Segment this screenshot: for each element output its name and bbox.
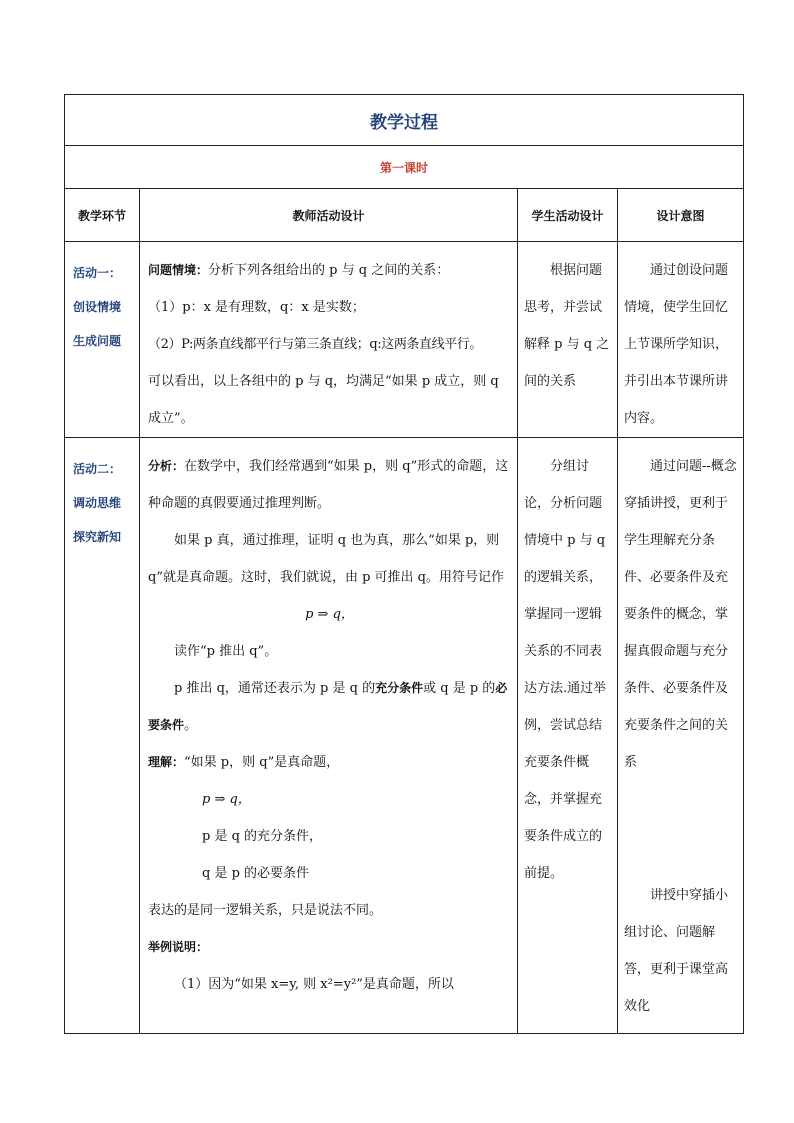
condition-text: 或 q 是 p 的 — [423, 681, 496, 696]
header-student: 学生活动设计 — [518, 189, 618, 242]
table-header-row — [65, 189, 744, 242]
intent-cell-2 — [618, 438, 744, 1034]
intent-text: 通过创设问题情境，使学生回忆上节课所学知识，并引出本节课所讲内容。 — [624, 263, 729, 426]
stage-label: 探究新知 — [73, 530, 122, 544]
student-cell-2 — [518, 438, 618, 1034]
necessary-term: 必要条件 — [148, 681, 508, 732]
problem-item: （2）P:两条直线都平行与第三条直线；q:这两条直线平行。 — [148, 337, 483, 352]
problem-label: 问题情境： — [148, 263, 209, 277]
header-teacher: 教师活动设计 — [140, 189, 518, 242]
sufficient-line: p 是 q 的充分条件， — [202, 829, 323, 844]
implication-formula: p ⇒ q， — [305, 607, 354, 622]
necessary-line: q 是 p 的必要条件 — [202, 866, 310, 881]
same-relation-text: 表达的是同一逻辑关系，只是说法不同。 — [148, 903, 383, 918]
stage-cell-2 — [65, 438, 140, 1034]
intent-text: 通过问题--概念穿插讲授，更利于学生理解充分条件、必要条件及充要条件的概念，掌握真假命题与充分条件、必要条件及充要条件之间的关系 — [624, 459, 737, 770]
problem-lead: 分析下列各组给出的 p 与 q 之间的关系： — [208, 263, 450, 278]
header-stage: 教学环节 — [65, 189, 140, 242]
sufficient-term: 充分条件 — [375, 681, 424, 695]
understand-label: 理解： — [148, 755, 185, 769]
analysis-text: 在数学中，我们经常遇到“如果 p，则 q”形式的命题，这种命题的真假要通过推理判断。 — [148, 459, 509, 511]
stage-cell-1 — [65, 242, 140, 438]
teacher-cell-1 — [140, 242, 518, 438]
stage-label: 创设情境 — [73, 300, 122, 314]
stage-label: 活动二： — [73, 462, 122, 476]
problem-item: （1）p：x 是有理数，q：x 是实数； — [148, 300, 365, 315]
example-label: 举例说明： — [148, 940, 209, 954]
table-row — [65, 438, 744, 1034]
condition-end: 。 — [184, 718, 198, 733]
lesson-label: 第一课时 — [65, 146, 744, 189]
teacher-cell-2 — [140, 438, 518, 1034]
intent-text: 讲授中穿插小组讨论、问题解答，更利于课堂高效化 — [624, 888, 729, 1014]
analysis-label: 分析： — [148, 459, 185, 473]
implication-formula-2: p ⇒ q， — [202, 792, 251, 807]
student-cell-1 — [518, 242, 618, 438]
condition-text: p 推出 q，通常还表示为 p 是 q 的 — [174, 681, 376, 696]
problem-conclusion: 可以看出，以上各组中的 p 与 q，均满足“如果 p 成立，则 q成立”。 — [148, 374, 499, 426]
example-1: （1）因为“如果 x=y, 则 x²=y²”是真命题，所以 — [174, 977, 454, 992]
student-text: 分组讨论，分析问题情境中 p 与 q 的逻辑关系，掌握同一逻辑关系的不同表达方法.通过举例，尝试总结充要条件概念，并掌握充要条件成立的前提。 — [524, 459, 607, 881]
lesson-process-table — [64, 94, 744, 1034]
table-row — [65, 242, 744, 438]
definition-text: 如果 p 真，通过推理，证明 q 也为真，那么“如果 p，则 q”就是真命题。这时，我们就说，由 p 可推出 q。用符号记作 — [148, 533, 505, 585]
stage-label: 生成问题 — [73, 334, 122, 348]
read-as-text: 读作“p 推出 q”。 — [174, 644, 278, 659]
stage-label: 活动一： — [73, 266, 122, 280]
table-title: 教学过程 — [65, 95, 744, 146]
student-text: 根据问题思考，并尝试解释 p 与 q 之间的关系 — [524, 263, 610, 389]
intent-cell-1 — [618, 242, 744, 438]
stage-label: 调动思维 — [73, 496, 122, 510]
header-intent: 设计意图 — [618, 189, 744, 242]
understand-text: “如果 p，则 q”是真命题， — [184, 755, 340, 770]
